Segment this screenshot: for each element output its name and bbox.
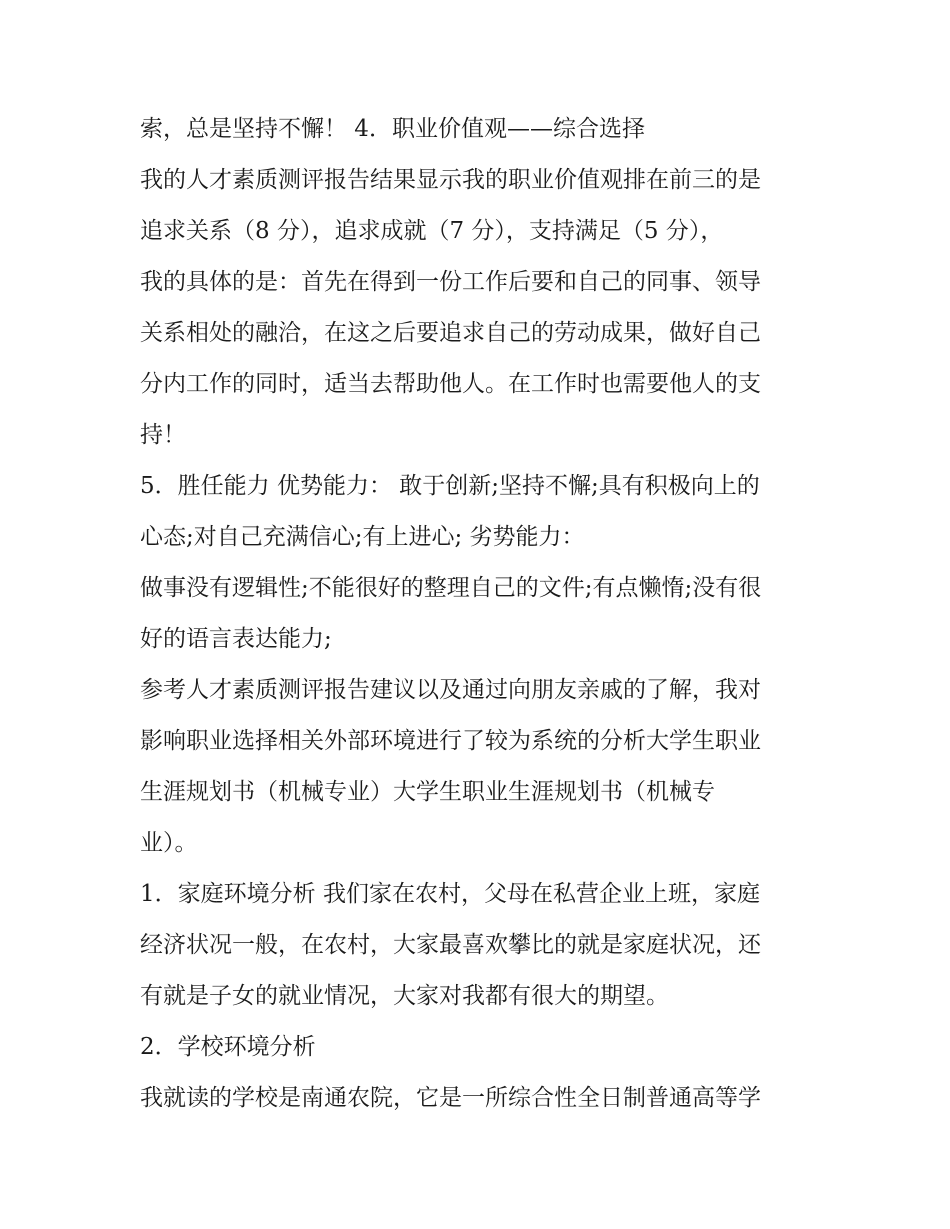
text-line-12: 参考人才素质测评报告建议以及通过向朋友亲戚的了解，我对	[140, 677, 761, 703]
text-line-4: 我的具体的是：首先在得到一份工作后要和自己的同事、领导	[140, 269, 761, 295]
text-line-1: 索，总是坚持不懈！ 4．职业价值观——综合选择	[140, 116, 645, 142]
text-line-14: 生涯规划书（机械专业）大学生职业生涯规划书（机械专	[140, 779, 715, 805]
text-line-9: 心态;对自己充满信心;有上进心; 劣势能力：	[140, 524, 585, 550]
text-line-15: 业）。	[140, 830, 198, 856]
document-body	[140, 110, 820, 1130]
text-line-2: 我的人才素质测评报告结果显示我的职业价值观排在前三的是	[140, 167, 761, 193]
text-line-10: 做事没有逻辑性;不能很好的整理自己的文件;有点懒惰;没有很	[140, 575, 762, 601]
text-line-13: 影响职业选择相关外部环境进行了较为系统的分析大学生职业	[140, 728, 761, 754]
text-line-7: 持！	[140, 422, 186, 448]
text-line-11: 好的语言表达能力;	[140, 626, 332, 652]
text-line-3: 追求关系（8 分），追求成就（7 分），支持满足（5 分），	[140, 218, 724, 244]
text-line-20: 我就读的学校是南通农院，它是一所综合性全日制普通高等学	[140, 1085, 761, 1111]
text-line-5: 关系相处的融洽，在这之后要追求自己的劳动成果，做好自己	[140, 320, 761, 346]
text-line-18: 有就是子女的就业情况，大家对我都有很大的期望。	[140, 983, 669, 1009]
text-line-6: 分内工作的同时，适当去帮助他人。在工作时也需要他人的支	[140, 371, 761, 397]
text-line-19: 2．学校环境分析	[140, 1034, 316, 1060]
text-line-8: 5．胜任能力 优势能力： 敢于创新;坚持不懈;具有积极向上的	[140, 473, 760, 499]
text-line-17: 经济状况一般，在农村，大家最喜欢攀比的就是家庭状况，还	[140, 932, 761, 958]
text-line-16: 1．家庭环境分析 我们家在农村，父母在私营企业上班，家庭	[140, 881, 760, 907]
